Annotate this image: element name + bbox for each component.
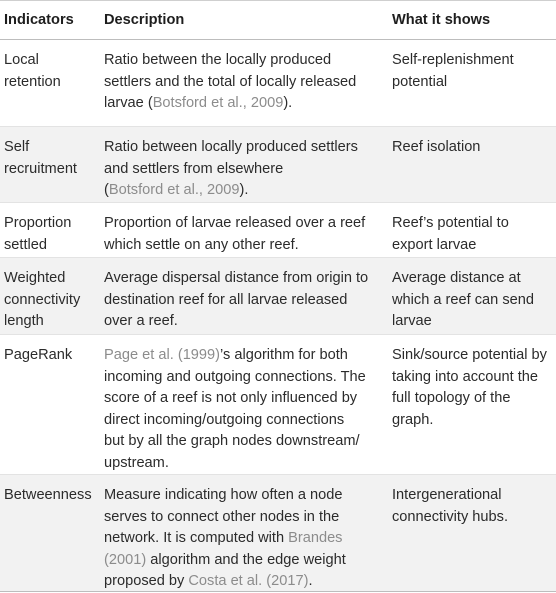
description-cell: Proportion of larvae released over a reef which settle on any other reef. (104, 215, 366, 253)
indicator-cell: Self recruitment (4, 139, 77, 177)
table-row (0, 127, 556, 203)
shows-cell: Intergenerational connectivity hubs. (392, 487, 509, 525)
description-cell: Average dispersal distance from origin to destination reef for all larvae released over a reef. (104, 270, 369, 329)
description-text: Ratio between the locally produced settlers and the total of locally released larvae (104, 52, 357, 111)
citation-link[interactable]: Costa et al. (2017) (188, 573, 309, 589)
description-text: . (308, 573, 313, 589)
shows-cell: Reef’s potential to export larvae (392, 215, 509, 253)
description-text: Ratio between locally produced settlers and settlers from elsewhere (104, 139, 358, 177)
description-text: algorithm and the edge weight proposed by (104, 551, 346, 589)
table-row (0, 40, 556, 127)
indicator-cell: Local retention (4, 52, 61, 90)
description-cell (104, 50, 389, 126)
header-description: Description (104, 12, 185, 28)
open-paren: ( (147, 95, 153, 111)
header-what-it-shows: What it shows (392, 12, 491, 28)
citation-link[interactable]: Botsford et al., 2009 (108, 182, 240, 198)
shows-cell: Reef isolation (392, 139, 481, 155)
shows-cell: Average distance at which a reef can send larvae (392, 270, 534, 329)
citation-link[interactable]: Brandes (2001) (104, 530, 343, 568)
description-cell (104, 137, 389, 202)
table-row (0, 203, 556, 258)
indicator-cell: PageRank (4, 347, 73, 363)
open-paren: ( (104, 182, 109, 198)
shows-cell: Sink/source potential by taking into account the full topology of the graph. (392, 347, 547, 428)
table-row (0, 475, 556, 592)
indicator-cell: Weighted connectivity length (4, 270, 81, 329)
header-indicators: Indicators (4, 12, 74, 28)
shows-cell: Self-replenishment potential (392, 52, 514, 90)
table-header (0, 0, 556, 40)
table-row (0, 258, 556, 335)
description-text: ). (283, 95, 293, 111)
table-row (0, 335, 556, 475)
description-text: Measure indicating how often a node serves to connect other nodes in the network. It is computed with (104, 487, 343, 546)
citation-link[interactable]: Page et al. (1999) (104, 347, 221, 363)
indicator-cell: Proportion settled (4, 215, 72, 253)
description-cell (104, 485, 389, 591)
indicator-cell: Betweenness (4, 487, 92, 503)
description-text: ’s algorithm for both incoming and outgoing connections. The score of a reef is not only influenced by direct incoming/outgoing connections but by all the graph nodes downstream/ upstream. (104, 347, 366, 471)
description-cell (104, 345, 389, 474)
table-body (0, 40, 556, 592)
citation-link[interactable]: Botsford et al., 2009 (152, 95, 284, 111)
description-text: ). (239, 182, 249, 198)
